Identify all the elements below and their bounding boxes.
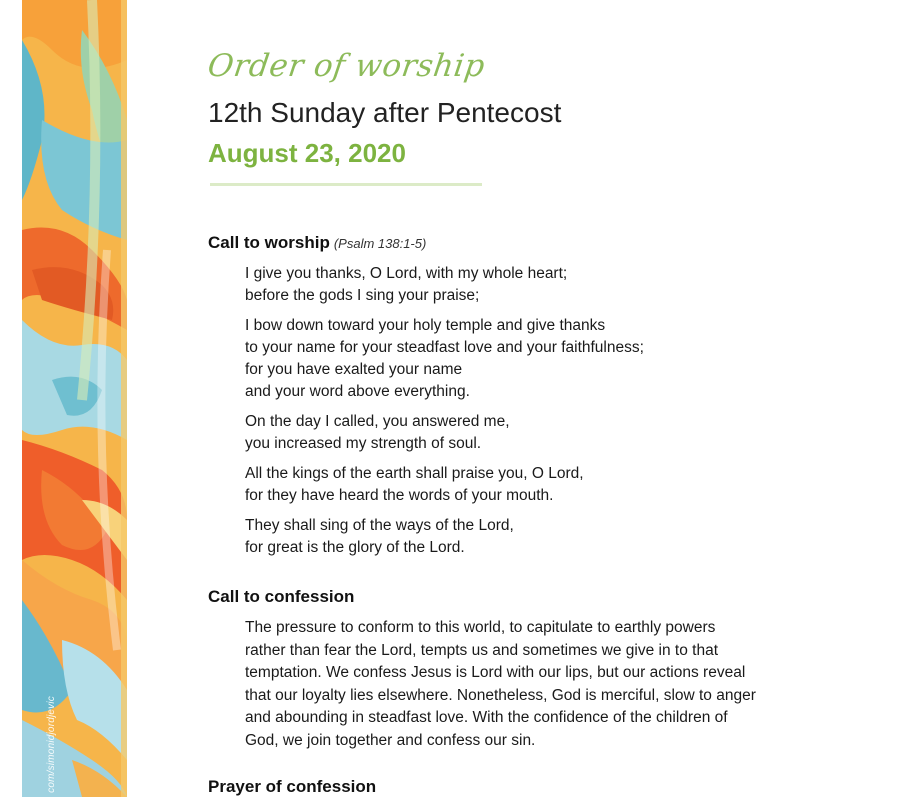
stanza-line: On the day I called, you answered me,	[245, 413, 510, 430]
paragraph-line: that our loyalty lies elsewhere. Nonetheless, God is merciful, slow to anger	[245, 686, 756, 704]
prayer-of-confession-heading: Prayer of confession	[208, 777, 377, 796]
stanza	[245, 315, 805, 403]
service-subtitle: 12th Sunday after Pentecost	[208, 97, 562, 128]
paragraph-line: and abounding in steadfast love. With the confidence of the children of	[245, 709, 728, 726]
stanza	[245, 463, 805, 507]
stanza	[245, 515, 805, 559]
call-to-worship-heading	[208, 233, 426, 253]
stanza-line: for you have exalted your name	[245, 361, 463, 378]
stanza-line: for they have heard the words of your mouth.	[245, 487, 554, 504]
call-to-confession-heading: Call to confession	[208, 587, 355, 606]
stanza	[245, 263, 805, 307]
stanza-line: you increased my strength of soul.	[245, 435, 482, 452]
stanza-line: They shall sing of the ways of the Lord,	[245, 517, 514, 534]
header-divider	[210, 183, 482, 186]
stanza-line: before the gods I sing your praise;	[245, 287, 480, 304]
service-date: August 23, 2020	[208, 138, 406, 168]
stanza-line: I bow down toward your holy temple and give thanks	[245, 317, 606, 334]
abstract-painting	[22, 0, 127, 797]
stanza-line: I give you thanks, O Lord, with my whole heart;	[245, 265, 568, 282]
paragraph-line: The pressure to conform to this world, to capitulate to earthly powers	[245, 619, 716, 636]
stanza-line: to your name for your steadfast love and your faithfulness;	[245, 339, 644, 356]
photo-credit: com/simonidjordjevic	[46, 696, 57, 793]
stanza	[245, 411, 805, 455]
stanza-line: for great is the glory of the Lord.	[245, 539, 465, 556]
decorative-art-strip	[22, 0, 127, 797]
call-to-worship-title: Call to worship	[208, 233, 330, 252]
call-to-confession-text	[245, 617, 805, 752]
paragraph-line: rather than fear the Lord, tempts us and sometimes we give in to that	[245, 641, 718, 659]
paragraph-line: God, we join together and confess our sin.	[245, 731, 536, 749]
stanza-line: All the kings of the earth shall praise you, O Lord,	[245, 465, 584, 482]
page-title: Order of worship	[205, 48, 488, 84]
scripture-reference: (Psalm 138:1-5)	[333, 236, 427, 251]
paragraph-line: temptation. We confess Jesus is Lord with our lips, but our actions reveal	[245, 664, 746, 681]
stanza-line: and your word above everything.	[245, 383, 470, 400]
